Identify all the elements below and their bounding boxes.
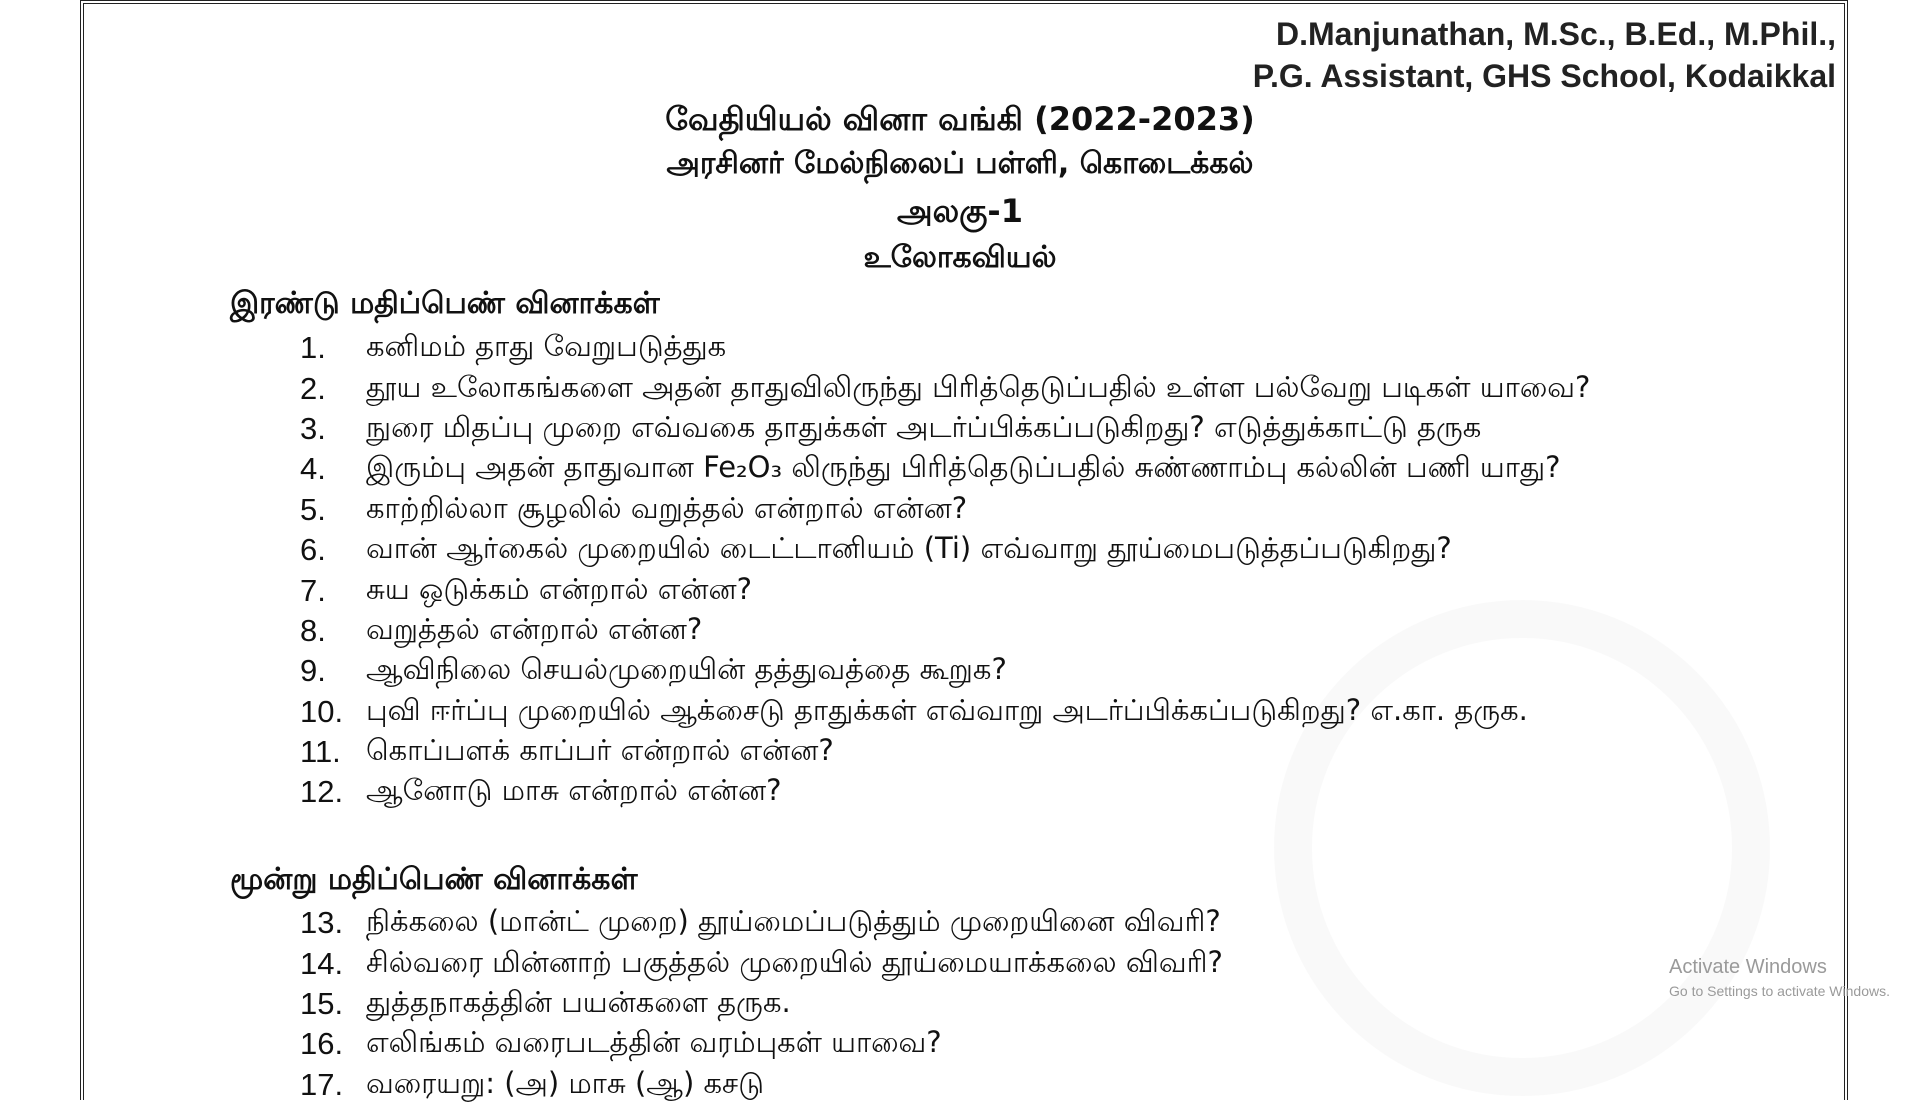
question-item — [300, 903, 1223, 943]
question-number: 3. — [300, 410, 326, 446]
section-title-two-marks: இரண்டு மதிப்பெண் வினாக்கள் — [230, 286, 660, 321]
question-number: 16. — [300, 1026, 344, 1062]
question-number: 11. — [300, 734, 341, 770]
question-number: 12. — [300, 774, 344, 810]
question-number: 6. — [300, 532, 326, 568]
question-number: 5. — [300, 491, 326, 527]
section-title-three-marks: மூன்று மதிப்பெண் வினாக்கள் — [230, 862, 638, 897]
question-text: ஆவிநிலை செயல்முறையின் தத்துவத்தை கூறுக? — [366, 652, 1007, 687]
question-item — [300, 732, 1590, 772]
question-number: 8. — [300, 612, 326, 648]
question-number: 4. — [300, 451, 326, 487]
question-item — [300, 328, 1590, 368]
document-title: வேதியியல் வினா வங்கி (2022-2023) — [665, 100, 1255, 138]
question-text: ஆனோடு மாசு என்றால் என்ன? — [366, 773, 782, 808]
question-number: 13. — [300, 905, 344, 941]
question-item — [300, 772, 1590, 812]
question-text: நுரை மிதப்பு முறை எவ்வகை தாதுக்கள் அடர்ப்பிக்கப்படுகிறது? எடுத்துக்காட்டு தருக — [366, 409, 1482, 444]
question-item — [300, 1065, 1223, 1105]
question-item — [300, 409, 1590, 449]
question-text: தூய உலோகங்களை அதன் தாதுவிலிருந்து பிரித்தெடுப்பதில் உள்ள பல்வேறு படிகள் யாவை? — [366, 369, 1591, 404]
school-name: அரசினர் மேல்நிலைப் பள்ளி, கொடைக்கல் — [666, 146, 1254, 181]
question-text: எலிங்கம் வரைபடத்தின் வரம்புகள் யாவை? — [366, 1025, 942, 1060]
question-item — [300, 692, 1590, 732]
question-text: கனிமம் தாது வேறுபடுத்துக — [366, 329, 727, 364]
question-number: 9. — [300, 653, 326, 689]
question-number: 15. — [300, 985, 344, 1021]
question-item — [300, 651, 1590, 691]
question-item — [300, 490, 1590, 530]
question-item — [300, 449, 1590, 489]
question-text: சுய ஒடுக்கம் என்றால் என்ன? — [366, 571, 753, 606]
question-text: கொப்பளக் காப்பர் என்றால் என்ன? — [366, 733, 834, 768]
three-mark-question-list — [300, 903, 1223, 1105]
author-designation: P.G. Assistant, GHS School, Kodaikkal — [1252, 58, 1836, 94]
question-item — [300, 570, 1590, 610]
question-item — [300, 984, 1223, 1024]
watermark-subtitle: Go to Settings to activate Windows. — [1669, 983, 1890, 999]
question-number: 2. — [300, 370, 326, 406]
question-text: துத்தநாகத்தின் பயன்களை தருக. — [366, 984, 791, 1019]
question-text: வறுத்தல் என்றால் என்ன? — [366, 611, 703, 646]
question-text: புவி ஈர்ப்பு முறையில் ஆக்சைடு தாதுக்கள் எவ்வாறு அடர்ப்பிக்கப்படுகிறது? எ.கா. தருக. — [366, 692, 1528, 727]
question-number: 7. — [300, 572, 326, 608]
question-item — [300, 943, 1223, 983]
question-item — [300, 530, 1590, 570]
topic-title: உலோகவியல் — [863, 240, 1057, 275]
question-item — [300, 611, 1590, 651]
two-mark-question-list — [300, 328, 1590, 813]
question-text: வரையறு: (அ) மாசு (ஆ) கசடு — [366, 1065, 764, 1100]
question-number: 1. — [300, 330, 326, 366]
question-text: இரும்பு அதன் தாதுவான Fe₂O₃ லிருந்து பிரித்தெடுப்பதில் சுண்ணாம்பு கல்லின் பணி யாது? — [366, 450, 1561, 485]
question-text: காற்றில்லா சூழலில் வறுத்தல் என்றால் என்ன? — [366, 490, 968, 525]
question-number: 14. — [300, 945, 344, 981]
question-item — [300, 1024, 1223, 1064]
unit-label: அலகு-1 — [897, 192, 1023, 230]
question-item — [300, 368, 1590, 408]
activate-windows-watermark — [1669, 956, 1890, 999]
question-number: 17. — [300, 1066, 344, 1102]
question-text: வான் ஆர்கைல் முறையில் டைட்டானியம் (Ti) எவ்வாறு தூய்மைபடுத்தப்படுகிறது? — [366, 531, 1452, 566]
question-number: 10. — [300, 693, 344, 729]
author-name: D.Manjunathan, M.Sc., B.Ed., M.Phil., — [1275, 16, 1836, 52]
question-text: சில்வரை மின்னாற் பகுத்தல் முறையில் தூய்மையாக்கலை விவரி? — [366, 944, 1223, 979]
question-text: நிக்கலை (மான்ட் முறை) தூய்மைப்படுத்தும் முறையினை விவரி? — [366, 904, 1221, 939]
watermark-title: Activate Windows — [1669, 956, 1827, 978]
